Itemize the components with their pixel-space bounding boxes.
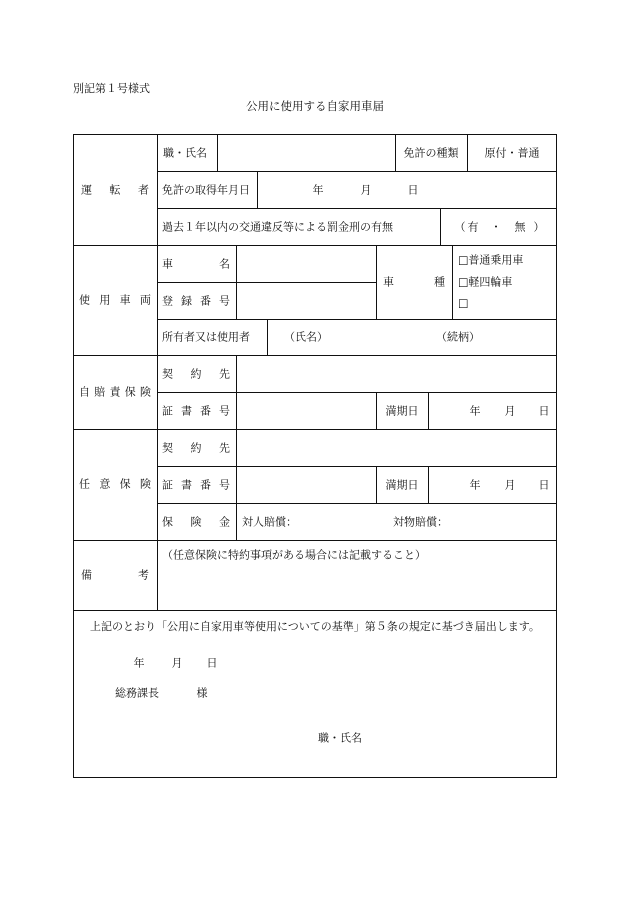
rule-compulsory-expiry-right [428, 392, 429, 429]
violation-dot: ・ [490, 220, 502, 234]
rule-voluntary-expiry-left [376, 466, 377, 503]
rule-vehicle-row2 [157, 319, 557, 320]
remarks-note: （任意保険に特約事項がある場合には記載すること） [162, 548, 426, 562]
property-liability-label: 対物賠償： [393, 515, 448, 529]
compulsory-expiry-label: 満期日 [385, 404, 419, 418]
car-name-label: 車 名 [162, 257, 230, 271]
compulsory-expiry-month: 月 [504, 404, 516, 418]
voluntary-expiry-year: 年 [469, 478, 481, 492]
rule-driver-row1 [157, 171, 557, 172]
section-compulsory-label: 自 賠 責 保 険 [79, 385, 151, 399]
rule-voluntary-row1 [157, 466, 557, 467]
violation-close-paren: ） [533, 220, 545, 234]
form-title: 公用に使用する自家用車届 [246, 99, 384, 113]
rule-section-declaration [73, 610, 557, 611]
violation-label: 過去１年以内の交通違反等による罰金刑の有無 [162, 220, 393, 234]
car-type-option-kei[interactable]: □軽四輪車 [458, 275, 513, 289]
rule-license-label-right [467, 134, 468, 171]
rule-compulsory-expiry-left [376, 392, 377, 429]
license-date-label: 免許の取得年月日 [162, 183, 250, 197]
rule-license-date-split [257, 171, 258, 208]
rule-driver-row2 [157, 208, 557, 209]
rule-car-type-left [376, 245, 377, 319]
owner-name: （氏名） [284, 330, 328, 344]
voluntary-expiry-day: 日 [538, 478, 550, 492]
section-vehicle-label: 使 用 車 両 [79, 293, 151, 307]
license-type-value[interactable]: 原付・普通 [484, 146, 540, 160]
rule-section-voluntary [73, 429, 557, 430]
signer-label: 職・氏名 [318, 731, 362, 745]
owner-relation: （続柄） [436, 330, 480, 344]
reg-number-label: 登 録 番 号 [162, 294, 230, 308]
rule-section-remarks [73, 540, 557, 541]
section-voluntary-label: 任 意 保 険 [79, 477, 151, 491]
owner-label: 所有者又は使用者 [162, 330, 250, 344]
compulsory-cert-label: 証 書 番 号 [162, 404, 230, 418]
rule-voluntary-label-split [236, 429, 237, 540]
insurance-amount-label: 保 険 金 [162, 515, 230, 529]
car-type-label: 車 種 [383, 275, 445, 289]
declaration-year: 年 [133, 656, 145, 670]
declaration-month: 月 [171, 656, 183, 670]
form-label: 別記第１号様式 [73, 82, 150, 95]
violation-no[interactable]: 無 [514, 220, 526, 234]
rule-car-type-right [452, 245, 453, 319]
declaration-honorific: 様 [196, 686, 208, 700]
license-date-year: 年 [312, 183, 324, 197]
rule-section-vehicle [73, 245, 557, 246]
rule-license-label-left [395, 134, 396, 171]
section-remarks-label: 備 考 [81, 568, 149, 582]
violation-yes[interactable]: 有 [467, 220, 479, 234]
declaration-addressee: 総務課長 [115, 686, 159, 700]
compulsory-contract-label: 契 約 先 [162, 367, 230, 381]
license-date-day: 日 [407, 183, 419, 197]
rule-driver-name-split [217, 134, 218, 171]
compulsory-expiry-day: 日 [538, 404, 550, 418]
violation-open-paren: （ [454, 220, 466, 234]
rule-compulsory-row1 [157, 392, 557, 393]
declaration-statement: 上記のとおり「公用に自家用車等使用についての基準」第５条の規定に基づき届出します。 [90, 620, 540, 633]
personal-liability-label: 対人賠償： [242, 515, 297, 529]
voluntary-expiry-label: 満期日 [385, 478, 419, 492]
license-date-month: 月 [360, 183, 372, 197]
voluntary-contract-label: 契 約 先 [162, 441, 230, 455]
driver-name-label: 職・氏名 [163, 146, 207, 160]
rule-vehicle-label-split [236, 245, 237, 319]
rule-violation-split [440, 208, 441, 245]
car-type-option-other[interactable]: □ [458, 296, 469, 310]
rule-voluntary-expiry-right [428, 466, 429, 503]
rule-owner-split [267, 319, 268, 355]
voluntary-expiry-month: 月 [504, 478, 516, 492]
license-type-label: 免許の種類 [403, 146, 459, 160]
compulsory-expiry-year: 年 [469, 404, 481, 418]
rule-section-compulsory [73, 355, 557, 356]
rule-compulsory-label-split [236, 355, 237, 429]
voluntary-cert-label: 証 書 番 号 [162, 478, 230, 492]
rule-vehicle-row1 [157, 282, 376, 283]
declaration-day: 日 [206, 656, 218, 670]
car-type-option-regular[interactable]: □普通乗用車 [458, 253, 524, 267]
rule-voluntary-row2 [157, 503, 557, 504]
rule-label-column [157, 134, 158, 610]
section-driver-label: 運 転 者 [81, 183, 149, 197]
